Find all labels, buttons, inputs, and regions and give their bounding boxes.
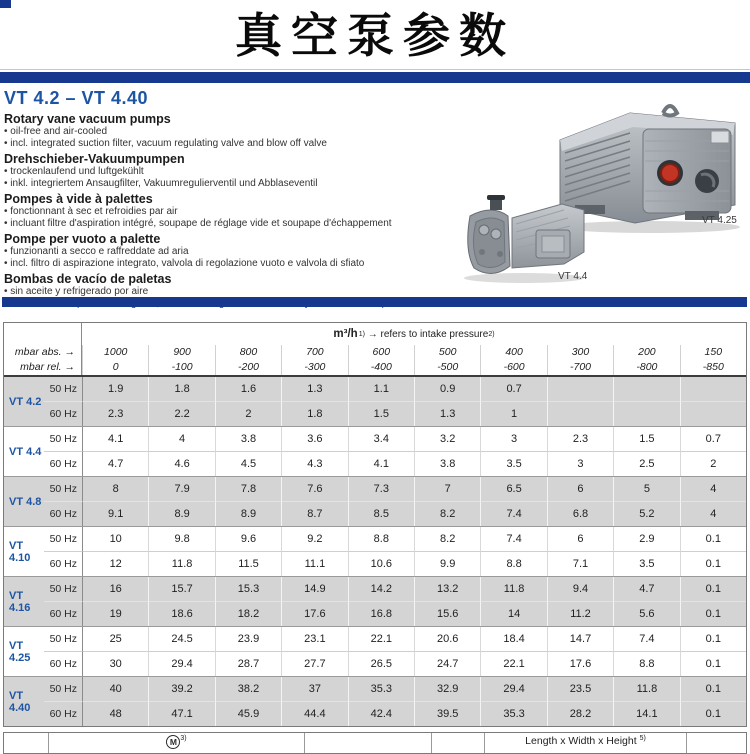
flow-value-cell: 1.3 [281, 377, 347, 402]
flow-value-cell: 29.4 [148, 652, 214, 677]
pressure-rel-value: -400 [348, 360, 414, 375]
motor-symbol-icon: M [166, 735, 180, 749]
dims-label: Length x Width x Height [525, 735, 637, 747]
hz-label: 60 Hz [49, 457, 77, 470]
flow-value-cell: 4 [680, 477, 746, 502]
pressure-rel-value: -200 [215, 360, 281, 375]
flow-value-cell: 11.5 [215, 552, 281, 577]
dims-footnote: 5) [639, 735, 646, 742]
pressure-abs-value: 200 [613, 345, 679, 360]
flow-value-cell: 2.3 [82, 402, 148, 427]
flow-value-cell: 8.2 [414, 502, 480, 527]
flow-value-cell: 27.7 [281, 652, 347, 677]
hz-label: 60 Hz [49, 657, 77, 670]
flow-value-cell: 8.8 [480, 552, 546, 577]
hz-label: 50 Hz [44, 627, 82, 652]
table-header [4, 323, 746, 377]
flow-value-cell: 8.8 [348, 527, 414, 552]
pressure-abs-label: mbar abs. → [4, 345, 82, 360]
flow-value-cell: 3.6 [281, 427, 347, 452]
hz-label: 60 Hz [49, 557, 77, 570]
flow-value-cell: 6 [547, 477, 613, 502]
flow-value-cell: 11.8 [613, 677, 679, 702]
unit-header [82, 323, 746, 345]
description-heading-it: Pompe per vuoto a palette [4, 232, 161, 246]
description-heading-de: Drehschieber-Vakuumpumpen [4, 152, 185, 166]
flow-value-cell: 16 [82, 577, 148, 602]
model-name: VT 4.2 [9, 395, 42, 408]
hz-label: 50 Hz [44, 527, 82, 552]
hz-label: 60 Hz [49, 707, 77, 720]
divider-line [0, 69, 750, 70]
dims-cell-empty-1 [4, 733, 48, 753]
flow-value-cell: 14.7 [547, 627, 613, 652]
flow-value-cell: 7.3 [348, 477, 414, 502]
dims-cell-empty-4 [686, 733, 746, 753]
flow-value-cell: 19 [82, 602, 148, 627]
flow-value-cell: 20.6 [414, 627, 480, 652]
flow-value-cell: 18.6 [148, 602, 214, 627]
flow-value-cell: 11.8 [148, 552, 214, 577]
flow-value-cell: 15.7 [148, 577, 214, 602]
product-photos [440, 90, 750, 295]
flow-value-cell: 35.3 [348, 677, 414, 702]
flow-value-cell: 4.3 [281, 452, 347, 477]
flow-value-cell: 3.8 [215, 427, 281, 452]
flow-value-cell: 2 [215, 402, 281, 427]
flow-value-cell: 8.9 [215, 502, 281, 527]
flow-value-cell: 42.4 [348, 702, 414, 727]
description-bullet: • incl. filtro di aspirazione integrato, valvola di regolazione vuoto e valvola di sfiato [4, 258, 449, 270]
flow-value-cell: 3.4 [348, 427, 414, 452]
flow-value-cell: 23.5 [547, 677, 613, 702]
flow-value-cell: 44.4 [281, 702, 347, 727]
description-section-it [4, 232, 449, 270]
page-title: 真空泵参数 [235, 9, 515, 64]
flow-value-cell: 5.2 [613, 502, 679, 527]
flow-value-cell: 0.1 [680, 552, 746, 577]
flow-value-cell: 3.5 [480, 452, 546, 477]
flow-value-cell: 6 [547, 527, 613, 552]
model-group-vt-4.8 [4, 476, 746, 526]
header-spacer [4, 323, 82, 345]
flow-value-cell: 29.4 [480, 677, 546, 702]
flow-value-cell: 3 [480, 427, 546, 452]
pressure-rel-value: -850 [680, 360, 746, 375]
model-group-vt-4.16 [4, 576, 746, 626]
description-bullet: • funzionanti a secco e raffreddate ad aria [4, 246, 449, 258]
flow-value-cell: 17.6 [281, 602, 347, 627]
flow-value-cell: 23.1 [281, 627, 347, 652]
flow-value-cell: 7.6 [281, 477, 347, 502]
table-body [4, 377, 746, 726]
pressure-rel-value: -100 [148, 360, 214, 375]
flow-value-cell: 40 [82, 677, 148, 702]
flow-value-cell: 4.1 [82, 427, 148, 452]
flow-value-cell: 35.3 [480, 702, 546, 727]
accent-bar-top [0, 72, 750, 83]
flow-value-cell: 6.5 [480, 477, 546, 502]
flow-value-cell: 3.2 [414, 427, 480, 452]
flow-value-cell: 4 [148, 427, 214, 452]
model-name: VT 4.8 [9, 495, 42, 508]
flow-value-cell: 1.9 [82, 377, 148, 402]
model-name: VT 4.16 [9, 589, 31, 614]
performance-table [3, 322, 747, 727]
model-group-vt-4.4 [4, 426, 746, 476]
flow-value-cell: 10.6 [348, 552, 414, 577]
hz-label: 50 Hz [44, 477, 82, 502]
flow-value-cell: 11.8 [480, 577, 546, 602]
flow-value-cell: 0.1 [680, 702, 746, 727]
flow-value-cell: 9.6 [215, 527, 281, 552]
hz-label: 50 Hz [44, 427, 82, 452]
flow-value-cell: 8.5 [348, 502, 414, 527]
unit-footnote: 1) [358, 330, 365, 338]
flow-value-cell: 12 [82, 552, 148, 577]
description-bullet: • sin aceite y refrigerado por aire [4, 286, 449, 298]
hz-label: 60 Hz [49, 507, 77, 520]
flow-value-cell: 1.8 [148, 377, 214, 402]
flow-value-cell: 9.9 [414, 552, 480, 577]
flow-value-cell: 25 [82, 627, 148, 652]
flow-value-cell: 4.1 [348, 452, 414, 477]
flow-value-cell: 9.1 [82, 502, 148, 527]
flow-value-cell: 0.9 [414, 377, 480, 402]
model-group-vt-4.25 [4, 626, 746, 676]
flow-value-cell [613, 402, 679, 427]
motor-footnote: 3) [180, 735, 187, 742]
pressure-abs-value: 700 [281, 345, 347, 360]
flow-value-cell: 6.8 [547, 502, 613, 527]
flow-value-cell: 32.9 [414, 677, 480, 702]
flow-value-cell: 7.4 [480, 527, 546, 552]
flow-value-cell: 8.7 [281, 502, 347, 527]
unit-text: m³/h [333, 328, 358, 340]
dims-cell-empty-2 [304, 733, 431, 753]
pressure-rel-value: 0 [82, 360, 148, 375]
flow-value-cell: 4.7 [82, 452, 148, 477]
flow-value-cell: 4.7 [613, 577, 679, 602]
flow-value-cell: 3.5 [613, 552, 679, 577]
model-name: VT 4.10 [9, 539, 31, 564]
flow-value-cell: 2.2 [148, 402, 214, 427]
flow-value-cell: 7.1 [547, 552, 613, 577]
flow-value-cell: 4.5 [215, 452, 281, 477]
flow-value-cell: 2.3 [547, 427, 613, 452]
flow-value-cell: 8.9 [148, 502, 214, 527]
flow-value-cell: 1.8 [281, 402, 347, 427]
flow-value-cell: 3.8 [414, 452, 480, 477]
hz-label: 60 Hz [49, 607, 77, 620]
flow-value-cell: 18.4 [480, 627, 546, 652]
pressure-abs-value: 400 [480, 345, 546, 360]
flow-value-cell: 24.5 [148, 627, 214, 652]
flow-value-cell: 13.2 [414, 577, 480, 602]
flow-value-cell: 5.6 [613, 602, 679, 627]
flow-value-cell: 5 [613, 477, 679, 502]
unit-note-footnote: 2) [488, 330, 495, 338]
flow-value-cell: 1.1 [348, 377, 414, 402]
description-bullet: • oil-free and air-cooled [4, 126, 449, 138]
flow-value-cell: 16.8 [348, 602, 414, 627]
flow-value-cell: 8 [82, 477, 148, 502]
flow-value-cell: 9.2 [281, 527, 347, 552]
flow-value-cell: 45.9 [215, 702, 281, 727]
flow-value-cell: 11.1 [281, 552, 347, 577]
flow-value-cell: 26.5 [348, 652, 414, 677]
description-heading-es: Bombas de vacío de paletas [4, 272, 172, 286]
description-heading-fr: Pompes à vide à palettes [4, 192, 153, 206]
pump-label-vt425: VT 4.25 [702, 215, 737, 226]
pressure-rel-value: -800 [613, 360, 679, 375]
model-range-heading: VT 4.2 – VT 4.40 [4, 88, 149, 108]
pressure-abs-value: 900 [148, 345, 214, 360]
flow-value-cell: 2.9 [613, 527, 679, 552]
flow-value-cell [680, 377, 746, 402]
pressure-abs-value: 800 [215, 345, 281, 360]
flow-value-cell: 0.1 [680, 527, 746, 552]
model-name: VT 4.40 [9, 689, 31, 714]
flow-value-cell: 0.1 [680, 627, 746, 652]
hz-label: 60 Hz [49, 407, 77, 420]
description-section-de [4, 152, 449, 190]
flow-value-cell: 23.9 [215, 627, 281, 652]
flow-value-cell: 9.4 [547, 577, 613, 602]
flow-value-cell: 22.1 [480, 652, 546, 677]
flow-value-cell: 7 [414, 477, 480, 502]
description-bullet: • incluant filtre d'aspiration intégré, soupape de réglage vide et soupape d'échappement [4, 218, 449, 230]
flow-value-cell: 9.8 [148, 527, 214, 552]
hz-label: 50 Hz [44, 377, 82, 402]
flow-value-cell: 1.5 [348, 402, 414, 427]
flow-value-cell: 47.1 [148, 702, 214, 727]
flow-value-cell: 38.2 [215, 677, 281, 702]
motor-header-cell [48, 733, 304, 753]
flow-value-cell: 28.7 [215, 652, 281, 677]
flow-value-cell: 4.6 [148, 452, 214, 477]
dimensions-table [3, 732, 747, 754]
flow-value-cell: 3 [547, 452, 613, 477]
flow-value-cell: 0.1 [680, 652, 746, 677]
flow-value-cell: 1.3 [414, 402, 480, 427]
flow-value-cell: 1.6 [215, 377, 281, 402]
flow-value-cell: 28.2 [547, 702, 613, 727]
description-bullet: • fonctionnant à sec et refroidies par air [4, 206, 449, 218]
flow-value-cell: 11.2 [547, 602, 613, 627]
flow-value-cell: 14.1 [613, 702, 679, 727]
flow-value-cell [547, 402, 613, 427]
pressure-rel-value: -700 [547, 360, 613, 375]
model-name: VT 4.25 [9, 639, 31, 664]
flow-value-cell: 0.1 [680, 602, 746, 627]
pressure-rel-label: mbar rel. → [4, 360, 82, 375]
flow-value-cell: 0.7 [680, 427, 746, 452]
flow-value-cell: 48 [82, 702, 148, 727]
flow-value-cell: 15.3 [215, 577, 281, 602]
unit-note: → refers to intake pressure [367, 328, 489, 340]
pressure-abs-value: 300 [547, 345, 613, 360]
model-group-vt-4.2 [4, 377, 746, 426]
flow-value-cell: 30 [82, 652, 148, 677]
description-section-en [4, 112, 449, 150]
description-bullet: • inkl. integriertem Ansaugfilter, Vakuumregulierventil und Abblaseventil [4, 178, 449, 190]
model-group-vt-4.40 [4, 676, 746, 726]
pressure-abs-value: 150 [680, 345, 746, 360]
flow-value-cell: 0.1 [680, 577, 746, 602]
model-group-vt-4.10 [4, 526, 746, 576]
description-section-fr [4, 192, 449, 230]
flow-value-cell: 14.9 [281, 577, 347, 602]
description-bullet: • trockenlaufend und luftgekühlt [4, 166, 449, 178]
pressure-rel-value: -600 [480, 360, 546, 375]
flow-value-cell [613, 377, 679, 402]
flow-value-cell: 15.6 [414, 602, 480, 627]
model-name: VT 4.4 [9, 445, 42, 458]
pump-label-vt44: VT 4.4 [558, 271, 588, 282]
pressure-abs-value: 500 [414, 345, 480, 360]
flow-value-cell: 18.2 [215, 602, 281, 627]
dims-cell-empty-3 [431, 733, 484, 753]
flow-value-cell: 2 [680, 452, 746, 477]
pressure-rel-row [4, 360, 746, 375]
pressure-rel-value: -500 [414, 360, 480, 375]
flow-value-cell: 7.9 [148, 477, 214, 502]
flow-value-cell: 39.2 [148, 677, 214, 702]
flow-value-cell: 22.1 [348, 627, 414, 652]
page-corner-mark [0, 0, 11, 8]
flow-value-cell [547, 377, 613, 402]
flow-value-cell: 2.5 [613, 452, 679, 477]
pressure-rel-value: -300 [281, 360, 347, 375]
description-bullet: • incl. integrated suction filter, vacuum regulating valve and blow off valve [4, 138, 449, 150]
flow-value-cell: 0.7 [480, 377, 546, 402]
flow-value-cell: 7.4 [480, 502, 546, 527]
pressure-abs-value: 600 [348, 345, 414, 360]
accent-bar-middle [2, 297, 747, 307]
flow-value-cell: 14.2 [348, 577, 414, 602]
flow-value-cell: 1 [480, 402, 546, 427]
flow-value-cell: 39.5 [414, 702, 480, 727]
dims-header-cell [484, 733, 686, 753]
flow-value-cell: 7.4 [613, 627, 679, 652]
flow-value-cell: 7.8 [215, 477, 281, 502]
description-heading-en: Rotary vane vacuum pumps [4, 112, 171, 126]
hz-label: 50 Hz [44, 677, 82, 702]
flow-value-cell: 4 [680, 502, 746, 527]
flow-value-cell: 14 [480, 602, 546, 627]
flow-value-cell: 24.7 [414, 652, 480, 677]
flow-value-cell: 10 [82, 527, 148, 552]
flow-value-cell: 8.2 [414, 527, 480, 552]
flow-value-cell [680, 402, 746, 427]
flow-value-cell: 17.6 [547, 652, 613, 677]
pressure-abs-value: 1000 [82, 345, 148, 360]
flow-value-cell: 8.8 [613, 652, 679, 677]
flow-value-cell: 37 [281, 677, 347, 702]
flow-value-cell: 0.1 [680, 677, 746, 702]
hz-label: 50 Hz [44, 577, 82, 602]
flow-value-cell: 1.5 [613, 427, 679, 452]
description-block [4, 112, 449, 312]
pressure-abs-row [4, 345, 746, 360]
